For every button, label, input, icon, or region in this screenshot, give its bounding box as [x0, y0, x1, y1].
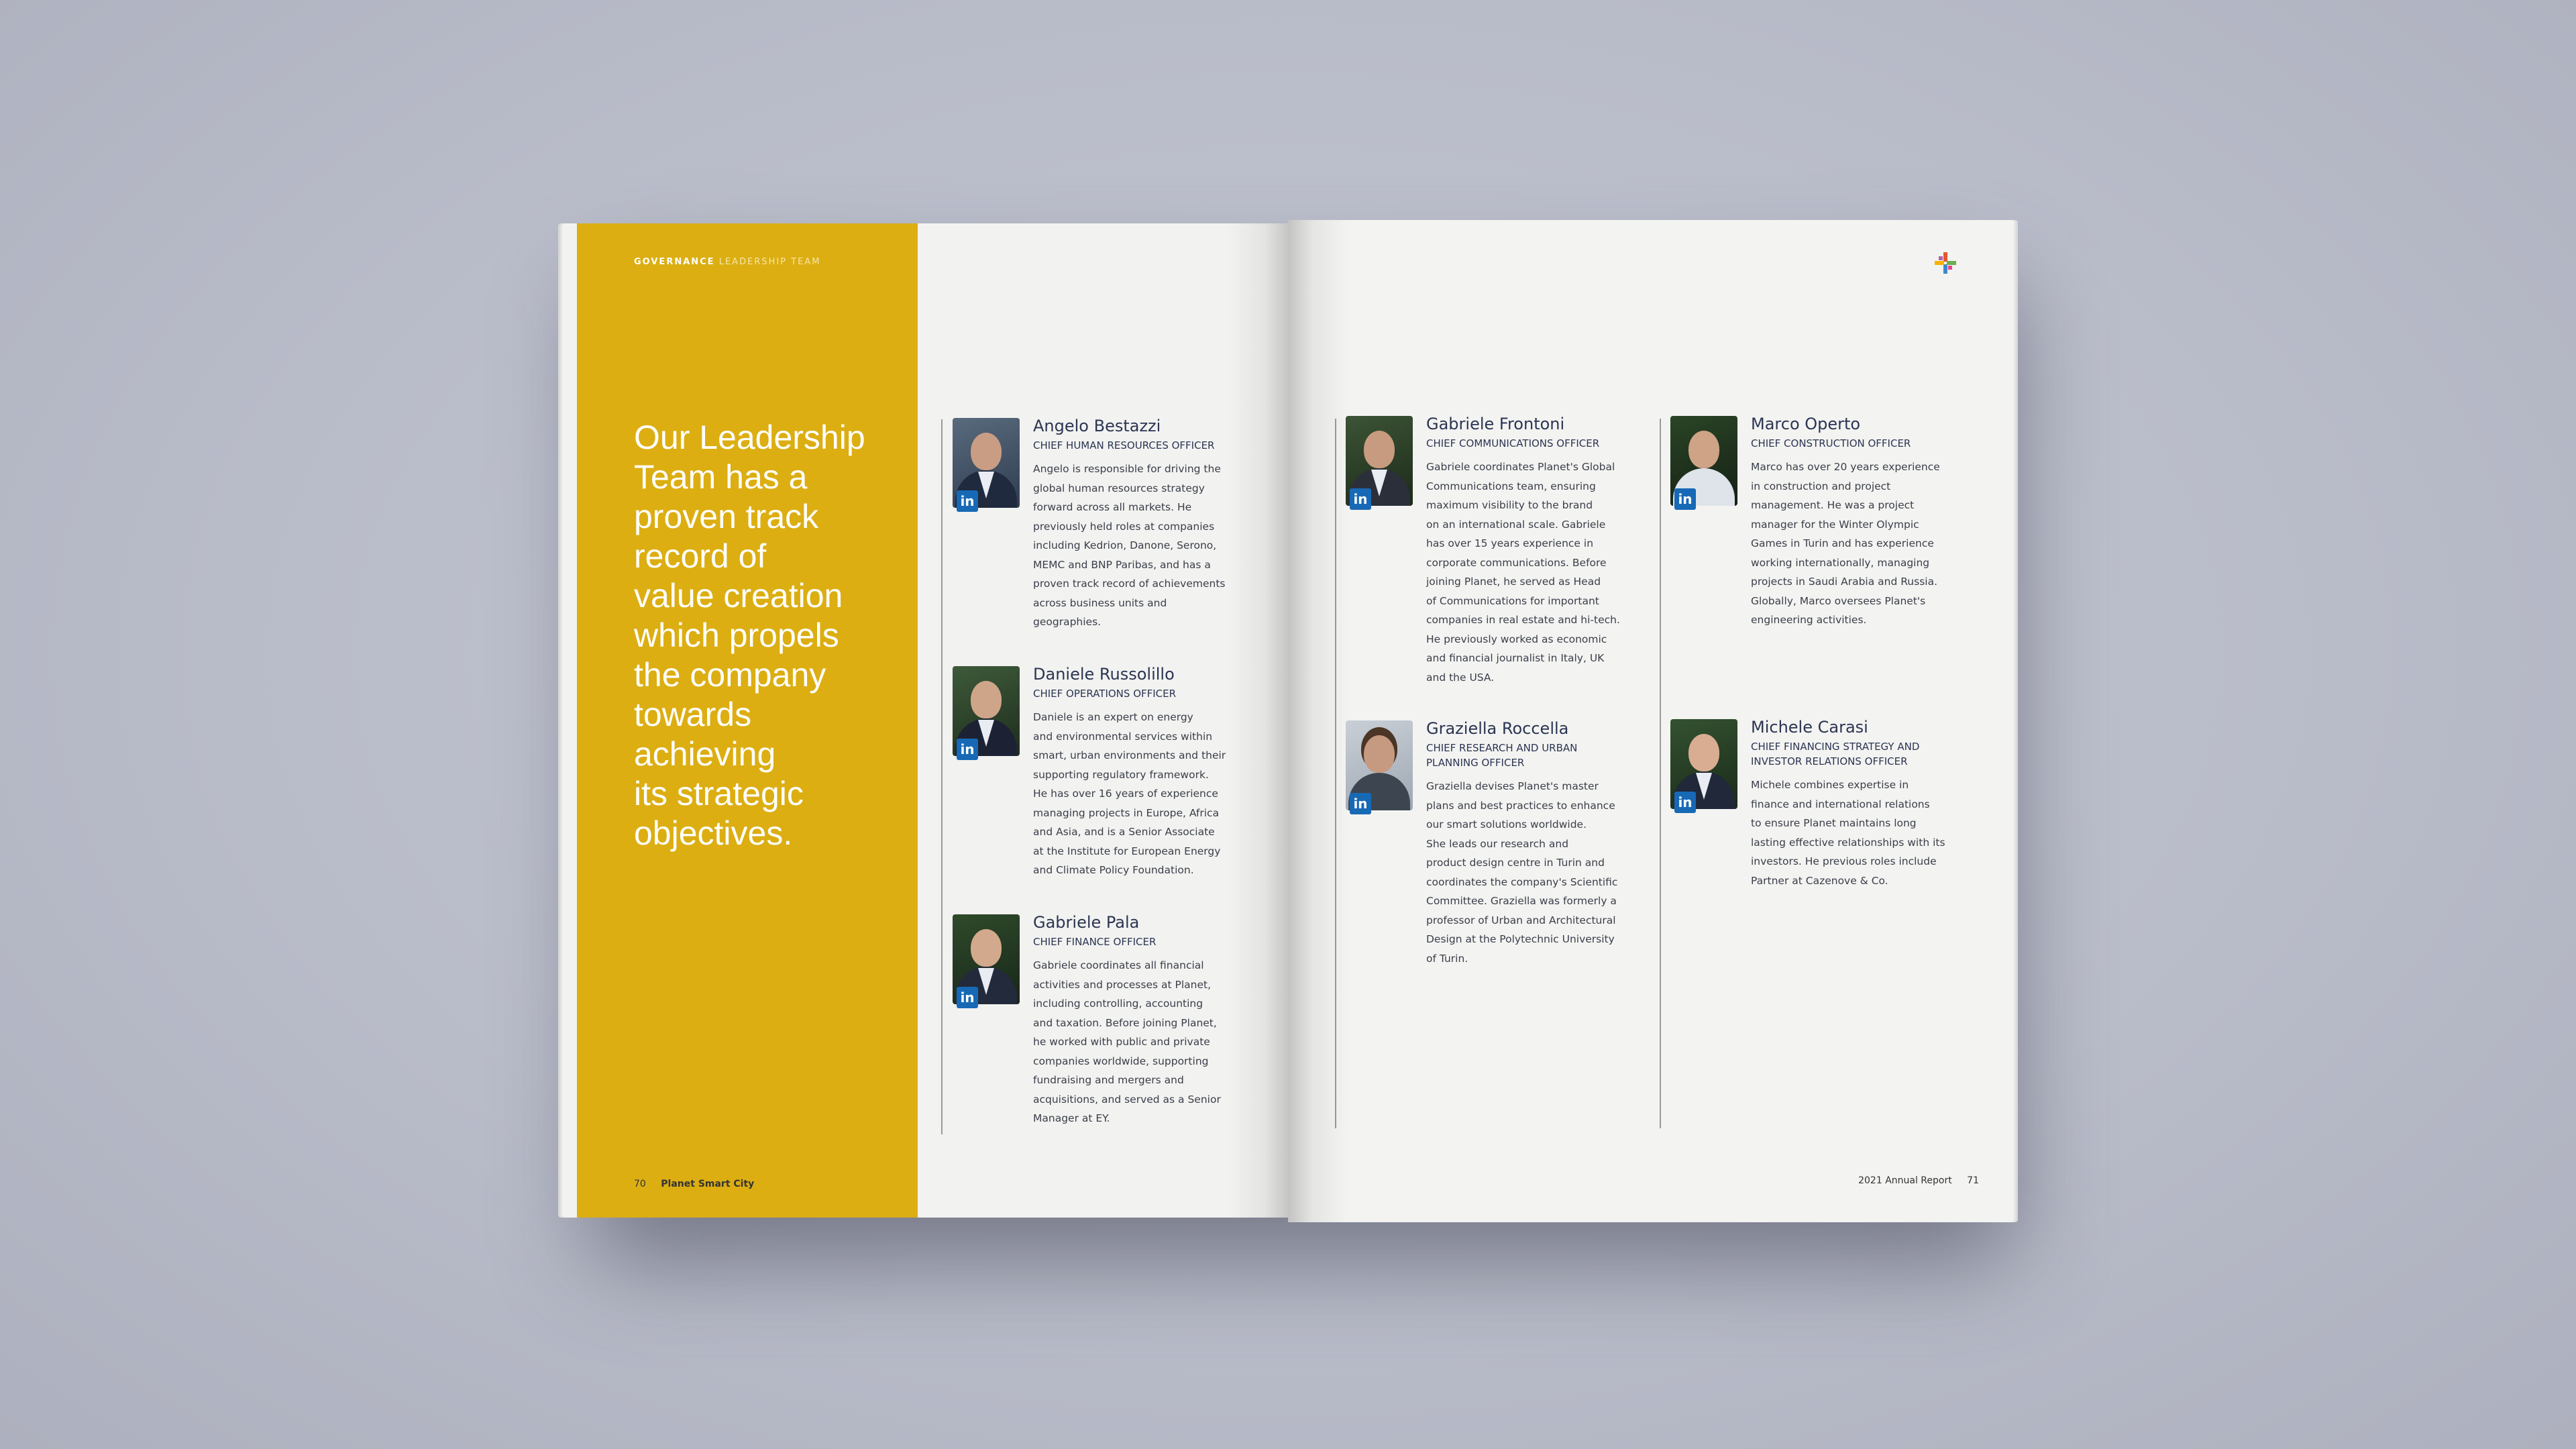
- running-head-section: GOVERNANCE: [634, 257, 715, 267]
- bio-line: engineering activities.: [1751, 614, 1867, 626]
- bio-line: smart, urban environments and their: [1033, 749, 1226, 761]
- role-line: CHIEF FINANCE OFFICER: [1033, 936, 1157, 948]
- person-bio: [1033, 708, 1248, 880]
- bio-line: finance and international relations: [1751, 798, 1930, 810]
- person-bio: [1751, 458, 1966, 630]
- bio-line: and Climate Policy Foundation.: [1033, 864, 1194, 876]
- bio-line: and taxation. Before joining Planet,: [1033, 1016, 1217, 1029]
- headline-line: Our Leadership: [634, 419, 865, 456]
- bio-line: Gabriele coordinates Planet's Global: [1426, 461, 1615, 473]
- person-bio: [1426, 777, 1641, 968]
- bio-line: and environmental services within: [1033, 730, 1213, 743]
- bio-line: coordinates the company's Scientific: [1426, 875, 1618, 888]
- bio-line: he worked with public and private: [1033, 1036, 1210, 1048]
- person-role: [1426, 741, 1634, 770]
- bio-line: projects in Saudi Arabia and Russia.: [1751, 576, 1938, 588]
- bio-line: He previously worked as economic: [1426, 633, 1607, 645]
- role-line: CHIEF OPERATIONS OFFICER: [1033, 688, 1177, 700]
- headline-line: its strategic: [634, 775, 804, 812]
- bio-line: of Communications for important: [1426, 594, 1599, 607]
- bio-line: Graziella devises Planet's master: [1426, 780, 1599, 792]
- headline-line: Team has a: [634, 458, 808, 496]
- bio-line: Marco has over 20 years experience: [1751, 461, 1940, 473]
- headline-line: record of: [634, 537, 767, 575]
- bio-line: Gabriele coordinates all financial: [1033, 959, 1204, 971]
- bio-line: proven track record of achievements: [1033, 578, 1226, 590]
- bio-line: managing projects in Europe, Africa: [1033, 806, 1220, 819]
- bio-line: of Turin.: [1426, 952, 1468, 965]
- linkedin-icon[interactable]: in: [957, 490, 978, 512]
- headline-line: which propels: [634, 616, 839, 654]
- running-head: [634, 257, 820, 267]
- folio-label: 2021 Annual Report: [1858, 1175, 1952, 1186]
- bio-line: geographies.: [1033, 616, 1102, 628]
- bio-line: across business units and: [1033, 596, 1167, 609]
- bio-line: corporate communications. Before: [1426, 556, 1607, 569]
- bio-line: plans and best practices to enhance: [1426, 799, 1615, 812]
- bio-line: Angelo is responsible for driving the: [1033, 463, 1221, 475]
- headline: [634, 418, 916, 853]
- linkedin-icon[interactable]: in: [957, 739, 978, 760]
- role-line: CHIEF HUMAN RESOURCES OFFICER: [1033, 439, 1215, 451]
- headline-line: value creation: [634, 577, 843, 614]
- bio-line: activities and processes at Planet,: [1033, 978, 1212, 991]
- person-bio: [1033, 460, 1248, 632]
- bio-line: Committee. Graziella was formerly a: [1426, 895, 1617, 907]
- linkedin-icon[interactable]: in: [1674, 792, 1696, 813]
- bio-line: our smart solutions worldwide.: [1426, 818, 1587, 830]
- person-role: [1033, 934, 1241, 949]
- bio-line: on an international scale. Gabriele: [1426, 518, 1606, 531]
- bio-line: in construction and project: [1751, 480, 1891, 492]
- bio-line: Design at the Polytechnic University: [1426, 933, 1615, 945]
- bio-line: supporting regulatory framework.: [1033, 768, 1209, 781]
- bio-line: and the USA.: [1426, 671, 1495, 684]
- bio-line: acquisitions, and served as a Senior: [1033, 1093, 1221, 1106]
- person-name: Marco Operto: [1751, 415, 1861, 433]
- bio-line: manager for the Winter Olympic: [1751, 518, 1919, 531]
- bio-line: fundraising and mergers and: [1033, 1074, 1184, 1086]
- person-role: [1033, 686, 1241, 701]
- folio-brand: Planet Smart City: [661, 1179, 755, 1189]
- role-line: PLANNING OFFICER: [1426, 757, 1525, 769]
- person-role: [1751, 739, 1959, 769]
- bio-line: including controlling, accounting: [1033, 998, 1203, 1010]
- role-line: INVESTOR RELATIONS OFFICER: [1751, 755, 1908, 767]
- bio-line: investors. He previous roles include: [1751, 855, 1937, 867]
- bio-line: working internationally, managing: [1751, 556, 1930, 569]
- yellow-panel: [577, 223, 918, 1218]
- bio-line: lasting effective relationships with its: [1751, 836, 1945, 849]
- folio-left: [634, 1179, 754, 1189]
- bio-line: including Kedrion, Danone, Serono,: [1033, 539, 1217, 551]
- linkedin-icon[interactable]: in: [1350, 488, 1371, 510]
- column-rule: [941, 419, 943, 1134]
- headline-line: achieving: [634, 735, 776, 773]
- bio-line: forward across all markets. He: [1033, 501, 1192, 513]
- bio-line: Globally, Marco oversees Planet's: [1751, 594, 1926, 607]
- linkedin-icon[interactable]: in: [957, 987, 978, 1008]
- bio-line: global human resources strategy: [1033, 482, 1205, 494]
- person-name: Michele Carasi: [1751, 718, 1868, 737]
- folio-right: [1858, 1175, 1979, 1186]
- page-number: 70: [634, 1179, 646, 1189]
- role-line: CHIEF FINANCING STRATEGY AND: [1751, 741, 1920, 753]
- bio-line: Manager at EY.: [1033, 1112, 1110, 1124]
- bio-line: Daniele is an expert on energy: [1033, 711, 1193, 723]
- headline-line: objectives.: [634, 814, 793, 852]
- linkedin-icon[interactable]: in: [1674, 488, 1696, 510]
- person-name: Gabriele Frontoni: [1426, 415, 1565, 433]
- person-bio: [1751, 775, 1966, 890]
- left-page: [562, 223, 1288, 1218]
- bio-line: Michele combines expertise in: [1751, 779, 1909, 791]
- headline-line: the company: [634, 656, 826, 694]
- bio-line: Partner at Cazenove & Co.: [1751, 874, 1888, 887]
- person-bio: [1426, 458, 1641, 687]
- role-line: CHIEF CONSTRUCTION OFFICER: [1751, 437, 1911, 449]
- bio-line: professor of Urban and Architectural: [1426, 914, 1616, 926]
- headline-line: towards: [634, 696, 752, 733]
- running-head-sub: LEADERSHIP TEAM: [718, 257, 821, 267]
- planet-logo-icon: [1932, 250, 1959, 276]
- bio-line: MEMC and BNP Paribas, and has a: [1033, 558, 1211, 571]
- person-bio: [1033, 956, 1248, 1128]
- role-line: CHIEF COMMUNICATIONS OFFICER: [1426, 437, 1600, 449]
- column-rule: [1660, 419, 1661, 1128]
- person-name: Gabriele Pala: [1033, 913, 1140, 932]
- headline-line: proven track: [634, 498, 819, 535]
- person-role: [1751, 436, 1959, 451]
- right-page: [1288, 220, 2014, 1222]
- bio-line: She leads our research and: [1426, 837, 1569, 850]
- bio-line: joining Planet, he served as Head: [1426, 576, 1601, 588]
- bio-line: product design centre in Turin and: [1426, 857, 1605, 869]
- bio-line: at the Institute for European Energy: [1033, 845, 1221, 857]
- gutter-shadow-left: [1228, 223, 1288, 1218]
- bio-line: He has over 16 years of experience: [1033, 788, 1218, 800]
- person-name: Angelo Bestazzi: [1033, 417, 1161, 435]
- person-role: [1033, 438, 1241, 453]
- role-line: CHIEF RESEARCH AND URBAN: [1426, 742, 1578, 754]
- bio-line: and financial journalist in Italy, UK: [1426, 652, 1605, 664]
- bio-line: Communications team, ensuring: [1426, 480, 1596, 492]
- page-number: 71: [1967, 1175, 1979, 1186]
- bio-line: companies in real estate and hi-tech.: [1426, 614, 1620, 626]
- bio-line: and Asia, and is a Senior Associate: [1033, 826, 1215, 838]
- bio-line: previously held roles at companies: [1033, 520, 1215, 533]
- bio-line: maximum visibility to the brand: [1426, 499, 1593, 511]
- person-role: [1426, 436, 1634, 451]
- gutter-shadow-right: [1288, 220, 1348, 1222]
- bio-line: management. He was a project: [1751, 499, 1915, 511]
- bio-line: has over 15 years experience in: [1426, 537, 1594, 549]
- bio-line: to ensure Planet maintains long: [1751, 817, 1917, 829]
- bio-line: Games in Turin and has experience: [1751, 537, 1934, 549]
- person-name: Graziella Roccella: [1426, 719, 1569, 738]
- linkedin-icon[interactable]: in: [1350, 793, 1371, 814]
- bio-line: companies worldwide, supporting: [1033, 1055, 1209, 1067]
- person-name: Daniele Russolillo: [1033, 665, 1175, 684]
